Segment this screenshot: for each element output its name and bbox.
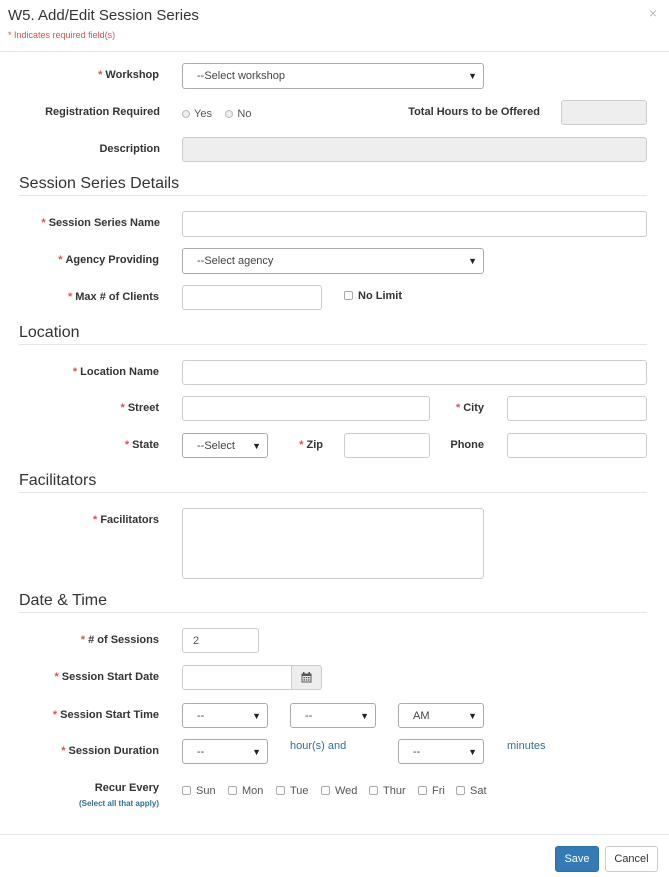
required-marker: * <box>67 291 73 303</box>
section-divider <box>19 492 647 493</box>
registration-yes-radio[interactable] <box>182 110 190 118</box>
section-divider <box>19 344 647 345</box>
session-series-name-input[interactable] <box>182 211 647 237</box>
day-wed <box>321 782 357 800</box>
day-thur-label: Thur <box>383 784 406 797</box>
total-hours-field <box>561 100 647 125</box>
caret-down-icon: ▼ <box>252 440 261 451</box>
registration-yes-label: Yes <box>194 107 212 120</box>
no-limit-checkbox[interactable] <box>344 291 353 300</box>
section-session-series-details: Session Series Details <box>19 175 180 192</box>
session-start-date-input[interactable] <box>182 665 292 690</box>
facilitators-label: * Facilitators <box>93 514 159 526</box>
session-start-time-label: * Session Start Time <box>52 709 159 721</box>
required-marker: * <box>93 514 98 526</box>
required-marker: * <box>124 439 130 451</box>
calendar-button[interactable] <box>291 665 322 690</box>
recur-hint: (Select all that apply) <box>78 799 159 808</box>
day-thur-checkbox[interactable] <box>369 786 378 795</box>
description-label: Description <box>99 143 160 155</box>
calendar-icon <box>301 672 312 683</box>
day-wed-label: Wed <box>335 784 358 797</box>
total-hours-label: Total Hours to be Offered <box>408 106 540 118</box>
required-note-text: Indicates required field(s) <box>14 30 116 40</box>
caret-down-icon: ▼ <box>468 710 477 721</box>
required-marker: * <box>80 634 86 646</box>
location-name-input[interactable] <box>182 360 647 385</box>
section-location: Location <box>19 324 80 341</box>
save-button[interactable]: Save <box>555 846 599 872</box>
street-input[interactable] <box>182 396 430 421</box>
section-divider <box>19 612 647 613</box>
required-marker: * <box>72 366 78 378</box>
registration-radio-group <box>182 105 251 123</box>
required-marker: * <box>455 402 461 414</box>
day-tue-checkbox[interactable] <box>276 786 285 795</box>
day-fri <box>418 782 445 800</box>
duration-minutes-select[interactable]: -- ▼ <box>398 739 484 764</box>
footer-divider <box>0 834 669 835</box>
zip-input[interactable] <box>344 433 430 458</box>
phone-label: Phone <box>450 439 484 451</box>
zip-label: * Zip <box>299 439 323 451</box>
no-limit-label: No Limit <box>358 289 402 302</box>
duration-hours-select[interactable]: -- ▼ <box>182 739 268 764</box>
required-marker: * <box>54 671 59 683</box>
day-thur <box>369 782 406 800</box>
day-tue <box>276 782 309 800</box>
close-icon[interactable]: × <box>648 5 657 21</box>
day-sun-checkbox[interactable] <box>182 786 191 795</box>
registration-required-label: Registration Required <box>45 106 160 118</box>
phone-input[interactable] <box>507 433 647 458</box>
day-mon-checkbox[interactable] <box>228 786 237 795</box>
facilitators-textarea[interactable] <box>182 508 484 579</box>
start-ampm-select[interactable]: AM ▼ <box>398 703 484 728</box>
description-field <box>182 137 647 162</box>
section-divider <box>19 195 647 196</box>
section-date-time: Date & Time <box>19 592 108 609</box>
day-mon <box>228 782 263 800</box>
start-hour-select[interactable]: -- ▼ <box>182 703 268 728</box>
day-wed-checkbox[interactable] <box>321 786 330 795</box>
max-clients-label: * Max # of Clients <box>67 291 159 303</box>
session-series-name-label: * Session Series Name <box>41 217 160 229</box>
caret-down-icon: ▼ <box>468 256 477 266</box>
day-sat <box>456 782 487 800</box>
city-label: * City <box>455 402 484 414</box>
state-label: * State <box>124 439 159 451</box>
location-name-label: * Location Name <box>72 366 159 378</box>
required-marker: * <box>41 217 46 229</box>
agency-providing-label: * Agency Providing <box>58 254 159 266</box>
registration-no-label: No <box>237 107 252 120</box>
header-divider <box>0 51 669 52</box>
day-fri-checkbox[interactable] <box>418 786 427 795</box>
state-select[interactable]: --Select ▼ <box>182 433 268 458</box>
minutes-label: minutes <box>507 740 546 752</box>
sessions-count-label: * # of Sessions <box>80 634 159 646</box>
required-marker: * <box>52 709 58 721</box>
required-star: * <box>8 30 12 40</box>
street-label: * Street <box>120 402 159 414</box>
required-marker: * <box>299 439 304 451</box>
city-input[interactable] <box>507 396 647 421</box>
day-sat-checkbox[interactable] <box>456 786 465 795</box>
day-sat-label: Sat <box>470 784 487 797</box>
session-duration-label: * Session Duration <box>61 745 159 757</box>
required-note <box>8 30 115 40</box>
caret-down-icon: ▼ <box>468 71 477 81</box>
caret-down-icon: ▼ <box>252 710 261 721</box>
hours-and-label: hour(s) and <box>290 740 347 752</box>
day-sun-label: Sun <box>196 784 216 797</box>
day-sun <box>182 782 216 800</box>
required-marker: * <box>61 745 66 757</box>
required-marker: * <box>58 254 63 266</box>
recur-every-label: Recur Every <box>94 782 159 794</box>
workshop-select[interactable]: --Select workshop ▼ <box>182 63 484 89</box>
sessions-count-input[interactable]: 2 <box>182 628 259 653</box>
day-tue-label: Tue <box>290 784 309 797</box>
start-minute-select[interactable]: -- ▼ <box>290 703 376 728</box>
session-start-date-label: * Session Start Date <box>54 671 159 683</box>
caret-down-icon: ▼ <box>360 710 369 721</box>
required-marker: * <box>98 69 103 81</box>
cancel-button[interactable]: Cancel <box>605 846 658 872</box>
registration-no-radio[interactable] <box>225 110 233 118</box>
agency-select[interactable]: --Select agency ▼ <box>182 248 484 274</box>
modal-title: W5. Add/Edit Session Series <box>8 7 199 24</box>
max-clients-input[interactable] <box>182 285 322 310</box>
no-limit-option <box>344 287 402 305</box>
day-fri-label: Fri <box>432 784 445 797</box>
section-facilitators: Facilitators <box>19 472 97 489</box>
required-marker: * <box>120 402 125 414</box>
day-mon-label: Mon <box>242 784 264 797</box>
caret-down-icon: ▼ <box>252 746 261 757</box>
caret-down-icon: ▼ <box>468 746 477 757</box>
workshop-label: * Workshop <box>98 69 159 81</box>
